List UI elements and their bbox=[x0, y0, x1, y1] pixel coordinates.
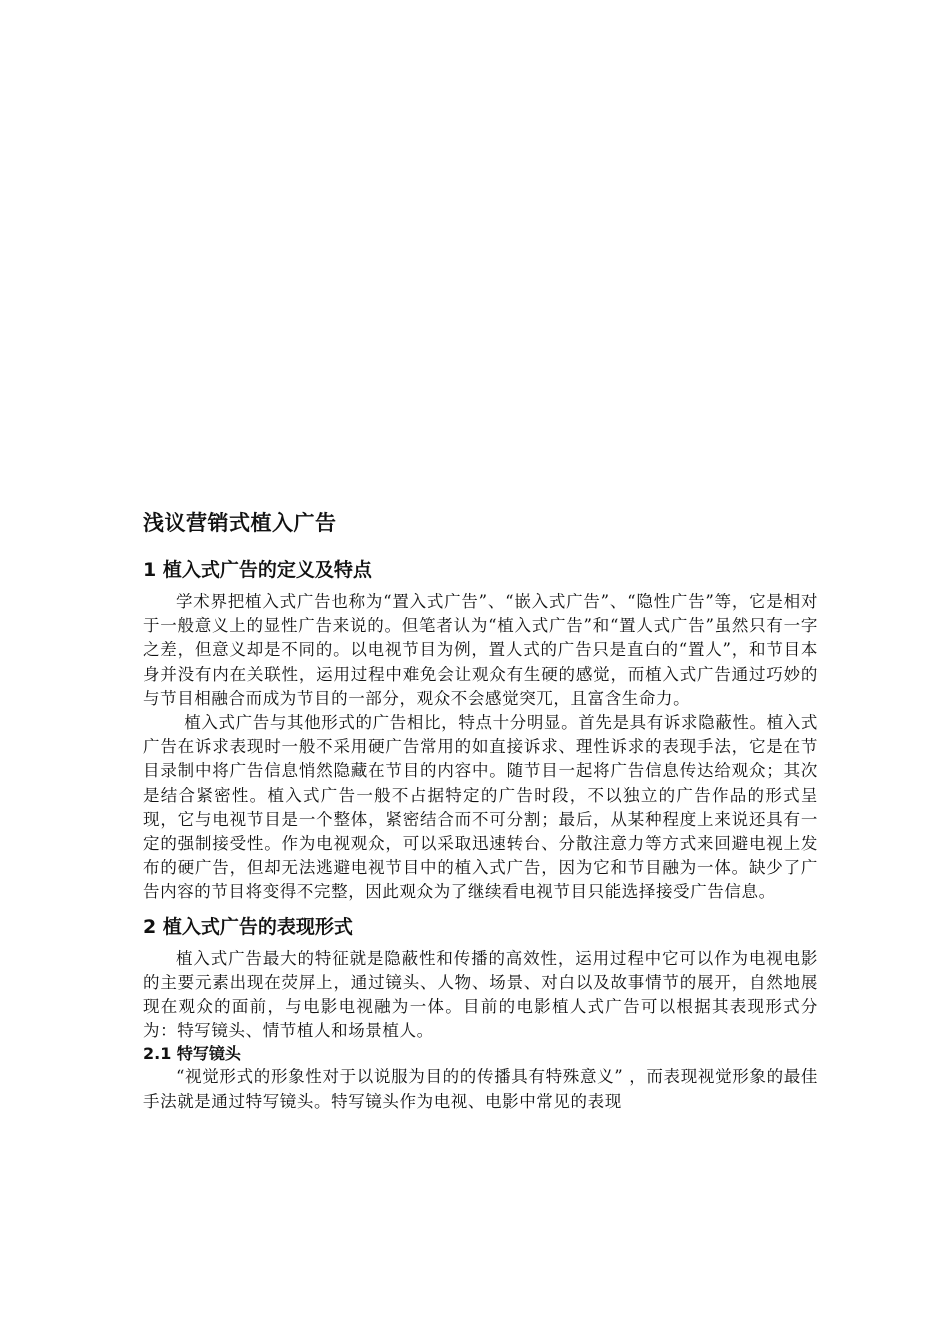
section-spacer bbox=[143, 905, 818, 913]
section-heading-1: 1 植入式广告的定义及特点 bbox=[143, 559, 372, 581]
subsection-heading-2-1: 2.1 特写镜头 bbox=[143, 1044, 241, 1064]
subsection-2-1-paragraph-1: “视觉形式的形象性对于以说服为目的的传播具有特殊意义” ，而表现视觉形象的最佳手法就是通过特写镜头。特写镜头作为电视、电影中常见的表现 bbox=[143, 1067, 818, 1111]
section-1-paragraph-1: 学术界把植入式广告也称为“置入式广告”、“嵌入式广告”、“隐性广告”等，它是相对于一般意义上的显性广告来说的。但笔者认为“植入式广告”和“置人式广告”虽然只有一字之差，但意义却是不同的。以电视节目为例，置人式的广告只是直白的“置人”，和节目本身并没有内在关联性，运用过程中难免会让观众有生硬的感觉，而植入式广告通过巧妙的与节目相融合而成为节目的一部分，观众不会感觉突兀，且富含生命力。 bbox=[143, 592, 818, 708]
section-1-paragraph-2: 植入式广告与其他形式的广告相比，特点十分明显。首先是具有诉求隐蔽性。植入式广告在诉求表现时一般不采用硬广告常用的如直接诉求、理性诉求的表现手法，它是在节目录制中将广告信息悄然隐藏在节目的内容中。随节目一起将广告信息传达给观众；其次是结合紧密性。植入式广告一般不占据特定的广告时段，不以独立的广告作品的形式呈现，它与电视节目是一个整体，紧密结合而不可分割；最后，从某种程度上来说还具有一定的强制接受性。作为电视观众，可以采取迅速转台、分散注意力等方式来回避电视上发布的硬广告，但却无法逃避电视节目中的植入式广告，因为它和节目融为一体。缺少了广告内容的节目将变得不完整，因此观众为了继续看电视节目只能选择接受广告信息。 bbox=[143, 713, 818, 902]
page-title: 浅议营销式植入广告 bbox=[143, 511, 337, 535]
section-heading-2: 2 植入式广告的表现形式 bbox=[143, 915, 353, 938]
section-2-paragraph-1: 植入式广告最大的特征就是隐蔽性和传播的高效性，运用过程中它可以作为电视电影的主要元素出现在荧屏上，通过镜头、人物、场景、对白以及故事情节的展开，自然地展现在观众的面前，与电影电视融为一体。目前的电影植人式广告可以根据其表现形式分为：特写镜头、情节植人和场景植人。 bbox=[143, 948, 818, 1041]
document-body bbox=[143, 508, 818, 1114]
